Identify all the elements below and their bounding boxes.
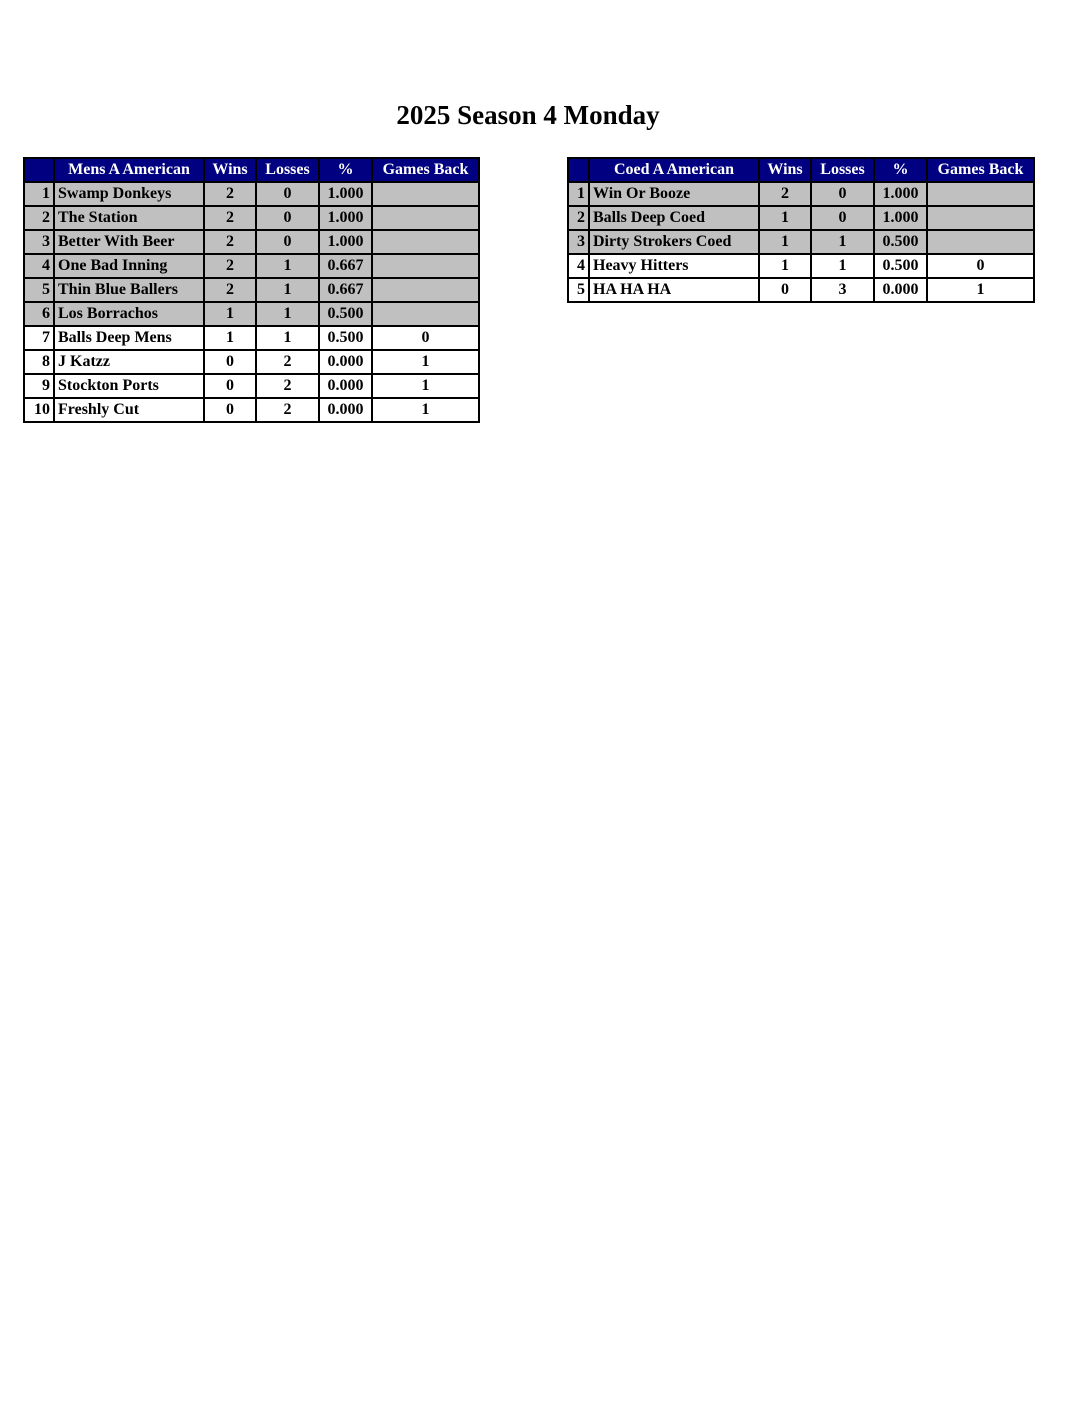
header-games-back: Games Back [927,158,1034,182]
table-row [24,350,479,374]
rank-cell: 3 [568,230,589,254]
header-pct: % [319,158,372,182]
table-row [24,254,479,278]
games-back-cell [372,182,479,206]
losses-cell: 1 [256,278,319,302]
team-name-cell: Win Or Booze [589,182,759,206]
pct-cell: 0.500 [319,326,372,350]
games-back-cell: 1 [372,398,479,422]
pct-cell: 0.500 [319,302,372,326]
team-name-cell: Dirty Strokers Coed [589,230,759,254]
table-row [24,302,479,326]
wins-cell: 0 [204,350,256,374]
rank-cell: 4 [568,254,589,278]
header-rank [568,158,589,182]
wins-cell: 0 [204,374,256,398]
pct-cell: 0.500 [874,230,927,254]
table-row [24,206,479,230]
team-name-cell: The Station [54,206,204,230]
coed-standings-table [567,157,1035,303]
wins-cell: 1 [204,302,256,326]
rank-cell: 6 [24,302,54,326]
pct-cell: 0.000 [319,398,372,422]
wins-cell: 2 [204,206,256,230]
table-row [24,278,479,302]
pct-cell: 1.000 [319,182,372,206]
rank-cell: 2 [24,206,54,230]
pct-cell: 1.000 [319,206,372,230]
losses-cell: 2 [256,374,319,398]
wins-cell: 1 [759,254,811,278]
rank-cell: 1 [24,182,54,206]
rank-cell: 5 [24,278,54,302]
games-back-cell: 0 [372,326,479,350]
table-row [568,254,1034,278]
wins-cell: 2 [204,230,256,254]
losses-cell: 2 [256,398,319,422]
games-back-cell [927,206,1034,230]
games-back-cell [372,278,479,302]
games-back-cell: 1 [372,350,479,374]
games-back-cell [372,230,479,254]
header-division: Mens A American [54,158,204,182]
team-name-cell: Thin Blue Ballers [54,278,204,302]
rank-cell: 9 [24,374,54,398]
header-rank [24,158,54,182]
team-name-cell: Balls Deep Mens [54,326,204,350]
wins-cell: 2 [204,278,256,302]
wins-cell: 0 [204,398,256,422]
team-name-cell: Stockton Ports [54,374,204,398]
pct-cell: 0.000 [319,374,372,398]
page-title: 2025 Season 4 Monday [396,100,660,130]
team-name-cell: Balls Deep Coed [589,206,759,230]
games-back-cell: 1 [927,278,1034,302]
wins-cell: 1 [759,206,811,230]
team-name-cell: J Katzz [54,350,204,374]
team-name-cell: One Bad Inning [54,254,204,278]
losses-cell: 0 [256,230,319,254]
rank-cell: 8 [24,350,54,374]
pct-cell: 0.000 [319,350,372,374]
rank-cell: 4 [24,254,54,278]
games-back-cell [372,302,479,326]
mens-standings-table [23,157,480,423]
wins-cell: 1 [759,230,811,254]
pct-cell: 1.000 [874,182,927,206]
table-row [24,230,479,254]
wins-cell: 2 [204,182,256,206]
header-wins: Wins [759,158,811,182]
header-wins: Wins [204,158,256,182]
rank-cell: 5 [568,278,589,302]
pct-cell: 0.667 [319,278,372,302]
losses-cell: 1 [256,302,319,326]
losses-cell: 1 [256,254,319,278]
team-name-cell: Freshly Cut [54,398,204,422]
games-back-cell [927,182,1034,206]
pct-cell: 0.000 [874,278,927,302]
losses-cell: 1 [256,326,319,350]
rank-cell: 3 [24,230,54,254]
losses-cell: 2 [256,350,319,374]
rank-cell: 1 [568,182,589,206]
table-row [24,398,479,422]
pct-cell: 1.000 [874,206,927,230]
losses-cell: 0 [256,206,319,230]
losses-cell: 0 [811,182,874,206]
header-losses: Losses [256,158,319,182]
table-row [24,374,479,398]
table-row [568,182,1034,206]
games-back-cell [927,230,1034,254]
table-header-row [568,158,1034,182]
losses-cell: 3 [811,278,874,302]
table-row [568,206,1034,230]
table-row [568,230,1034,254]
games-back-cell [372,206,479,230]
rank-cell: 7 [24,326,54,350]
games-back-cell: 0 [927,254,1034,278]
table-row [24,326,479,350]
rank-cell: 2 [568,206,589,230]
wins-cell: 1 [204,326,256,350]
header-losses: Losses [811,158,874,182]
team-name-cell: Heavy Hitters [589,254,759,278]
team-name-cell: Los Borrachos [54,302,204,326]
header-pct: % [874,158,927,182]
rank-cell: 10 [24,398,54,422]
table-header-row [24,158,479,182]
losses-cell: 0 [256,182,319,206]
wins-cell: 2 [759,182,811,206]
team-name-cell: HA HA HA [589,278,759,302]
wins-cell: 2 [204,254,256,278]
pct-cell: 0.500 [874,254,927,278]
team-name-cell: Swamp Donkeys [54,182,204,206]
table-row [568,278,1034,302]
table-row [24,182,479,206]
losses-cell: 1 [811,254,874,278]
pct-cell: 1.000 [319,230,372,254]
wins-cell: 0 [759,278,811,302]
games-back-cell: 1 [372,374,479,398]
games-back-cell [372,254,479,278]
header-games-back: Games Back [372,158,479,182]
team-name-cell: Better With Beer [54,230,204,254]
losses-cell: 0 [811,206,874,230]
header-division: Coed A American [589,158,759,182]
losses-cell: 1 [811,230,874,254]
pct-cell: 0.667 [319,254,372,278]
